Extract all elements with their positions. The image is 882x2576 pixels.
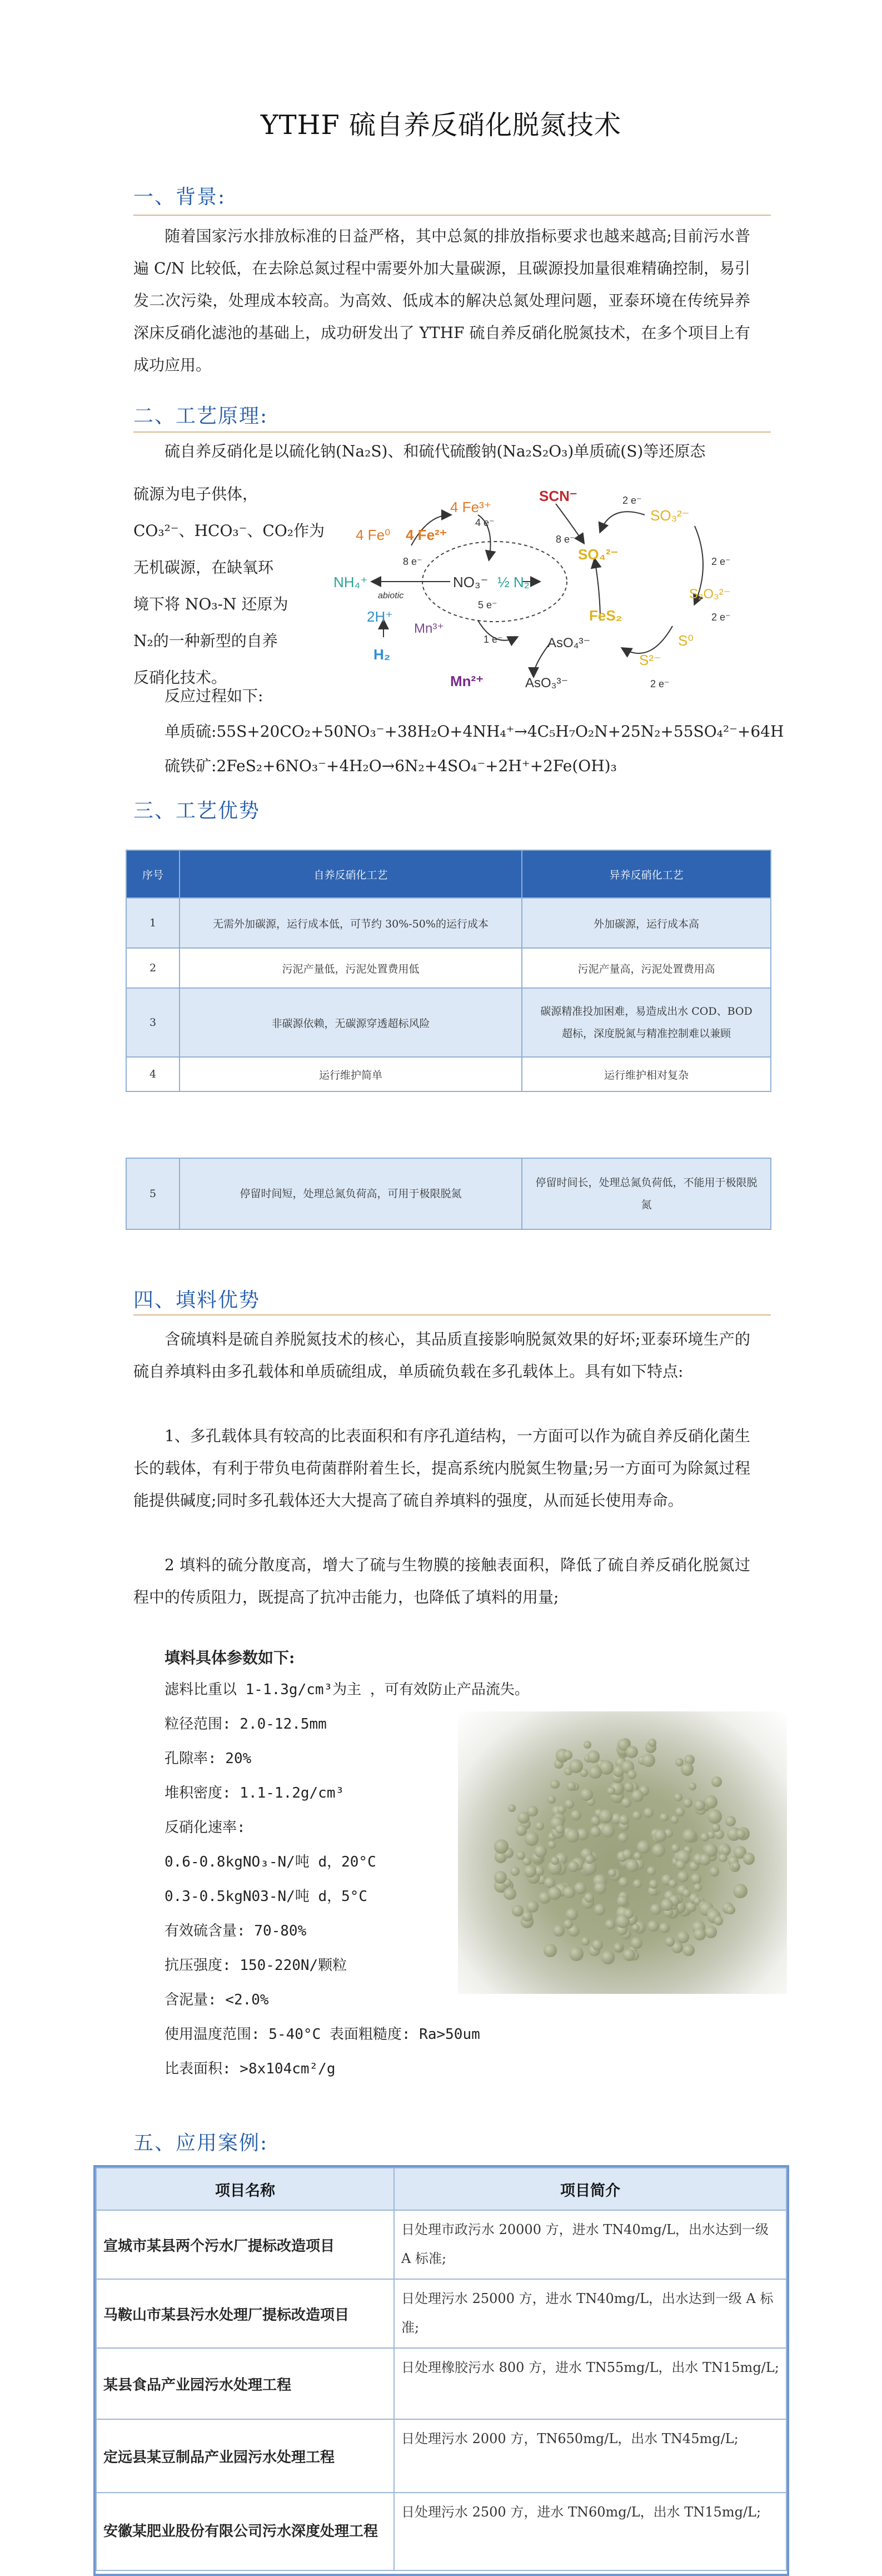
reaction-title: 反应过程如下: bbox=[165, 687, 263, 705]
granule bbox=[585, 1855, 594, 1863]
principle-left-text bbox=[133, 476, 325, 696]
granule bbox=[660, 1813, 669, 1822]
granule bbox=[626, 1859, 639, 1872]
granule bbox=[494, 1871, 507, 1884]
reaction-sulfur-equation: 55S+20CO₂+50NO₃⁻+38H₂O+4NH₄⁺→4C₅H₇O₂N+25N₂+55SO₄²⁻+64H bbox=[216, 722, 784, 741]
granule bbox=[694, 1883, 702, 1892]
filler-text: 1、多孔载体具有较高的比表面积和有序孔道结构，一方面可以作为硫自养反硝化菌生长的载体，有利于带负电荷菌群附着生长，提高系统内脱氮生物量;另一方面可为除氮过程能提供碱度;同时多孔载体还大大提高了硫自养填料的强度，从而延长使用寿命。 bbox=[133, 1427, 750, 1510]
granule bbox=[689, 1783, 696, 1790]
principle-line: 无机碳源，在缺氧环 bbox=[133, 558, 274, 577]
electron-label: 4 e⁻ bbox=[475, 517, 495, 528]
granule bbox=[671, 1815, 679, 1823]
granule bbox=[714, 1916, 724, 1925]
granule bbox=[494, 1839, 509, 1854]
case-name: 某县食品产业园污水处理工程 bbox=[96, 2348, 394, 2419]
h2-label: H₂ bbox=[373, 646, 391, 663]
granule bbox=[580, 1788, 593, 1801]
section-heading-principle: 二、工艺原理: bbox=[133, 405, 268, 428]
granule bbox=[665, 1937, 675, 1947]
mn3-label: Mn³⁺ bbox=[414, 621, 444, 636]
section-heading-cases: 五、应用案例: bbox=[133, 2132, 268, 2155]
granule bbox=[584, 1741, 591, 1749]
param-item: 比表面积: >8x104cm²/g bbox=[165, 2061, 336, 2077]
section-rule bbox=[133, 215, 771, 216]
table-header: 异养反硝化工艺 bbox=[522, 850, 771, 898]
principle-line: CO₃²⁻、HCO₃⁻、CO₂作为 bbox=[133, 522, 325, 540]
granule bbox=[569, 1759, 583, 1773]
granule bbox=[626, 1746, 638, 1758]
table-header: 序号 bbox=[126, 850, 180, 898]
s2o3-label: S₂O₃²⁻ bbox=[689, 587, 731, 602]
granule bbox=[704, 1795, 717, 1809]
table-cell: 无需外加碳源，运行成本低，可节约 30%-50%的运行成本 bbox=[180, 898, 522, 948]
case-desc: 日处理市政污水 20000 方，进水 TN40mg/L，出水达到一级 A 标准; bbox=[394, 2210, 786, 2279]
granule bbox=[551, 1857, 559, 1865]
filler-text: 2 填料的硫分散度高，增大了硫与生物膜的接触表面积，降低了硫自养反硝化脱氮过程中的传质阻力，既提高了抗冲击能力，也降低了填料的用量; bbox=[133, 1556, 750, 1606]
granule bbox=[594, 1904, 605, 1915]
granule bbox=[590, 1826, 601, 1837]
mn2-label: Mn²⁺ bbox=[450, 673, 484, 689]
process-comparison-table-continued bbox=[126, 1158, 771, 1230]
granule bbox=[659, 1923, 670, 1933]
granule bbox=[743, 1853, 755, 1864]
granule bbox=[654, 1829, 667, 1842]
granule bbox=[661, 1899, 673, 1911]
table-cell: 非碳源依赖，无碳源穿透超标风险 bbox=[180, 988, 522, 1057]
granule bbox=[547, 1795, 556, 1804]
granule bbox=[594, 1882, 606, 1894]
granule bbox=[571, 1810, 581, 1820]
principle-line: 反硝化技术。 bbox=[133, 668, 227, 687]
h-label: 2H⁺ bbox=[367, 608, 393, 625]
granule bbox=[565, 1799, 575, 1809]
granule bbox=[710, 1867, 719, 1876]
param-item: 含泥量: <2.0% bbox=[165, 1992, 269, 2008]
param-item: 堆积密度: 1.1-1.2g/cm³ bbox=[165, 1785, 345, 1801]
granule bbox=[644, 1808, 654, 1818]
granule bbox=[618, 1833, 628, 1843]
granule bbox=[516, 1824, 527, 1836]
principle-line: N₂的一种新型的自养 bbox=[133, 632, 278, 650]
table-cell: 污泥产量低，污泥处置费用低 bbox=[180, 948, 522, 988]
granule bbox=[525, 1832, 539, 1845]
table-cell: 运行维护相对复杂 bbox=[522, 1057, 771, 1091]
case-desc: 日处理橡胶污水 800 方，进水 TN55mg/L，出水 TN15mg/L; bbox=[394, 2348, 786, 2419]
table-cell: 5 bbox=[126, 1158, 180, 1229]
granule bbox=[719, 1854, 727, 1862]
reaction-pyrite-label: 硫铁矿: bbox=[165, 757, 217, 775]
granule bbox=[650, 1904, 661, 1915]
filler-paragraph-3 bbox=[133, 1549, 750, 1614]
granule bbox=[553, 1925, 565, 1937]
granule bbox=[568, 1861, 579, 1872]
fes2-label: FeS₂ bbox=[589, 607, 622, 624]
granule bbox=[671, 1844, 680, 1852]
so3-label: SO₃²⁻ bbox=[650, 507, 690, 524]
table-cell: 4 bbox=[126, 1057, 180, 1091]
param-item: 孔隙率: 20% bbox=[165, 1750, 252, 1767]
fe3-label: 4 Fe³⁺ bbox=[450, 499, 492, 515]
electron-label: 1 e⁻ bbox=[484, 634, 503, 645]
param-item: 0.6-0.8kgNO₃-N/吨 d，20°C bbox=[165, 1854, 376, 1870]
granule bbox=[700, 1833, 709, 1842]
case-desc: 日处理污水 25000 方，进水 TN40mg/L，出水达到一级 A 标准; bbox=[394, 2279, 786, 2348]
granule bbox=[699, 1854, 711, 1865]
granule bbox=[726, 1905, 735, 1915]
fe0-label: 4 Fe⁰ bbox=[356, 527, 391, 543]
n2-label: ½ N₂ bbox=[497, 574, 530, 590]
section-rule bbox=[133, 431, 771, 433]
granule bbox=[627, 1770, 637, 1779]
granule bbox=[566, 1829, 579, 1842]
granule bbox=[631, 1937, 642, 1949]
param-item: 滤料比重以 1-1.3g/cm³为主 ，可有效防止产品流失。 bbox=[165, 1681, 529, 1698]
granule bbox=[569, 1947, 584, 1961]
params-title: 填料具体参数如下: bbox=[165, 1649, 295, 1667]
granule bbox=[601, 1824, 615, 1838]
param-item: 有效硫含量: 70-80% bbox=[165, 1923, 307, 1939]
granule bbox=[669, 1879, 677, 1888]
abiotic-label: abiotic bbox=[378, 591, 404, 600]
granule bbox=[707, 1809, 722, 1824]
granule bbox=[732, 1862, 740, 1870]
table-cell: 停留时间长，处理总氮负荷低，不能用于极限脱氮 bbox=[522, 1158, 771, 1229]
granule bbox=[682, 1944, 694, 1956]
granule bbox=[592, 1939, 604, 1951]
scn-label: SCN⁻ bbox=[539, 488, 577, 504]
granule bbox=[637, 1840, 650, 1854]
granule bbox=[564, 1750, 572, 1759]
granule bbox=[623, 1949, 635, 1961]
granule bbox=[619, 1877, 629, 1887]
granule bbox=[508, 1804, 516, 1812]
granule bbox=[567, 1781, 576, 1790]
application-cases-table-frame bbox=[93, 2165, 789, 2576]
reaction-pyrite-equation: 2FeS₂+6NO₃⁻+4H₂O→6N₂+4SO₄⁻+2H⁺+2Fe(OH)₃ bbox=[216, 757, 617, 775]
granule bbox=[548, 1840, 556, 1848]
principle-line: 硫源为电子供体， bbox=[133, 485, 258, 503]
param-item: 粒径范围: 2.0-12.5mm bbox=[165, 1716, 327, 1733]
principle-lead: 硫自养反硝化是以硫化钠(Na₂S)、和硫代硫酸钠(Na₂S₂O₃)单质硫(S)等还原态 bbox=[165, 442, 706, 460]
granule bbox=[705, 1926, 717, 1938]
case-desc: 日处理污水 2500 方，进水 TN60mg/L，出水 TN15mg/L; bbox=[394, 2493, 786, 2570]
denitrification-pathway-diagram bbox=[311, 482, 756, 698]
granule bbox=[677, 1871, 689, 1882]
granule bbox=[601, 1950, 615, 1964]
granule bbox=[504, 1888, 516, 1900]
section-heading-advantages: 三、工艺优势 bbox=[133, 800, 261, 822]
table-header: 自养反硝化工艺 bbox=[180, 850, 522, 898]
granule bbox=[564, 1919, 573, 1929]
document-title: YTHF 硫自养反硝化脱氮技术 bbox=[260, 110, 622, 141]
granule bbox=[676, 1860, 685, 1869]
electron-label: 2 e⁻ bbox=[711, 556, 731, 567]
table-cell: 1 bbox=[126, 898, 180, 948]
granule bbox=[589, 1766, 602, 1779]
granule bbox=[681, 1763, 694, 1776]
granule bbox=[733, 1884, 748, 1898]
granule bbox=[652, 1844, 665, 1857]
case-name: 宣城市某县两个污水厂提标改造项目 bbox=[96, 2210, 394, 2279]
param-item: 反硝化速率: bbox=[165, 1819, 246, 1836]
section-heading-background: 一、背景: bbox=[133, 186, 226, 209]
granule bbox=[614, 1943, 623, 1952]
granule bbox=[647, 1867, 656, 1875]
section-rule bbox=[133, 1314, 771, 1316]
granule bbox=[605, 1919, 615, 1929]
granule bbox=[522, 1911, 532, 1922]
electron-label: 5 e⁻ bbox=[478, 599, 497, 611]
electron-label: 2 e⁻ bbox=[622, 495, 642, 506]
table-cell: 2 bbox=[126, 948, 180, 988]
granule bbox=[619, 1815, 629, 1825]
case-name: 安徽某肥业股份有限公司污水深度处理工程 bbox=[96, 2493, 394, 2570]
granule bbox=[624, 1782, 634, 1792]
granule bbox=[516, 1851, 525, 1860]
granule bbox=[599, 1809, 612, 1823]
param-item: 使用温度范围: 5-40°C 表面粗糙度: Ra>50um bbox=[165, 2026, 480, 2043]
granule bbox=[642, 1754, 655, 1767]
table-cell: 3 bbox=[126, 988, 180, 1057]
electron-label: 8 e⁻ bbox=[403, 556, 422, 567]
granule bbox=[563, 1887, 575, 1898]
electron-label: 2 e⁻ bbox=[711, 612, 731, 623]
granule bbox=[631, 1790, 644, 1802]
table-header: 项目名称 bbox=[96, 2168, 394, 2210]
background-text: 随着国家污水排放标准的日益严格，其中总氮的排放指标要求也越来越高;目前污水普遍 C/N 比较低，在去除总氮过程中需要外加大量碳源，且碳源投加量很难精确控制，易引发二次污染，处理成本较高。为高效、低成本的解决总氮处理问题，亚泰环境在传统异养深床反硝化滤池的基础上，成功研发出了 YTHF 硫自养反硝化脱氮技术，在多个项目上有成功应用。 bbox=[133, 227, 750, 374]
application-cases-table bbox=[96, 2167, 787, 2571]
sulfur-filler-photo bbox=[458, 1711, 787, 1994]
so4-label: SO₄²⁻ bbox=[578, 546, 619, 563]
case-name: 马鞍山市某县污水处理厂提标改造项目 bbox=[96, 2279, 394, 2348]
aso3-label: AsO₃³⁻ bbox=[525, 676, 569, 691]
granule bbox=[617, 1895, 628, 1907]
table-cell: 外加碳源，运行成本高 bbox=[522, 898, 771, 948]
process-comparison-table bbox=[126, 850, 771, 1092]
granule bbox=[608, 1869, 616, 1877]
table-header: 项目简介 bbox=[394, 2168, 786, 2210]
granule bbox=[711, 1776, 722, 1787]
filler-paragraph-1 bbox=[133, 1323, 750, 1388]
granule bbox=[534, 1845, 547, 1858]
table-cell: 碳源精准投加困难，易造成出水 COD、BOD 超标，深度脱氮与精准控制难以兼顾 bbox=[522, 988, 771, 1057]
case-desc: 日处理污水 2000 方，TN650mg/L，出水 TN45mg/L; bbox=[394, 2419, 786, 2493]
s2-label: S²⁻ bbox=[639, 652, 661, 668]
background-paragraph bbox=[133, 220, 750, 381]
param-item: 抗压强度: 150-220N/颗粒 bbox=[165, 1957, 347, 1974]
granule bbox=[566, 1908, 578, 1920]
electron-label: 8 e⁻ bbox=[556, 534, 575, 545]
granule bbox=[682, 1829, 696, 1843]
reaction-pyrite bbox=[165, 754, 617, 776]
granule bbox=[712, 1823, 721, 1832]
granule bbox=[607, 1787, 615, 1795]
granule bbox=[550, 1780, 559, 1789]
granule bbox=[649, 1879, 658, 1888]
case-name: 定远县某豆制品产业园污水处理工程 bbox=[96, 2419, 394, 2493]
granule bbox=[633, 1879, 642, 1888]
granule bbox=[527, 1806, 537, 1816]
reaction-sulfur bbox=[165, 719, 784, 742]
granule bbox=[683, 1798, 692, 1808]
granule bbox=[621, 1798, 631, 1808]
table-cell: 停留时间短，处理总氮负荷高，可用于极限脱氮 bbox=[180, 1158, 522, 1229]
aso4-label: AsO₄³⁻ bbox=[547, 636, 591, 651]
granule bbox=[574, 1882, 586, 1894]
granule bbox=[510, 1867, 520, 1876]
filler-paragraph-2 bbox=[133, 1420, 750, 1517]
principle-line: 境下将 NO₃-N 还原为 bbox=[133, 595, 288, 613]
fe2-label: 4 Fe²⁺ bbox=[406, 527, 447, 543]
table-cell: 污泥产量高，污泥处置费用高 bbox=[522, 948, 771, 988]
granule bbox=[674, 1793, 682, 1801]
electron-label: 2 e⁻ bbox=[650, 678, 670, 689]
granule bbox=[694, 1928, 706, 1940]
reaction-sulfur-label: 单质硫: bbox=[165, 722, 217, 741]
granule bbox=[736, 1829, 746, 1839]
table-cell: 运行维护简单 bbox=[180, 1057, 522, 1091]
no3-label: NO₃⁻ bbox=[453, 574, 489, 590]
granule bbox=[524, 1865, 536, 1877]
granule bbox=[632, 1811, 641, 1819]
param-item: 0.3-0.5kgN03-N/吨 d，5°C bbox=[165, 1888, 368, 1905]
granule bbox=[624, 1909, 634, 1919]
granule bbox=[725, 1816, 736, 1826]
nh4-label: NH₄⁺ bbox=[333, 574, 368, 590]
section-heading-filler: 四、填料优势 bbox=[133, 1289, 261, 1312]
s0-label: S⁰ bbox=[678, 632, 694, 649]
granule bbox=[691, 1873, 702, 1884]
granule bbox=[544, 1944, 557, 1957]
granule bbox=[548, 1887, 561, 1899]
granule bbox=[581, 1937, 590, 1945]
filler-text: 含硫填料是硫自养脱氮技术的核心，其品质直接影响脱氮效果的好坏;亚泰环境生产的硫自养填料由多孔载体和单质硫组成，单质硫负载在多孔载体上。具有如下特点: bbox=[133, 1330, 750, 1381]
granule bbox=[647, 1920, 659, 1932]
granule bbox=[535, 1821, 544, 1830]
granule bbox=[675, 1807, 685, 1816]
